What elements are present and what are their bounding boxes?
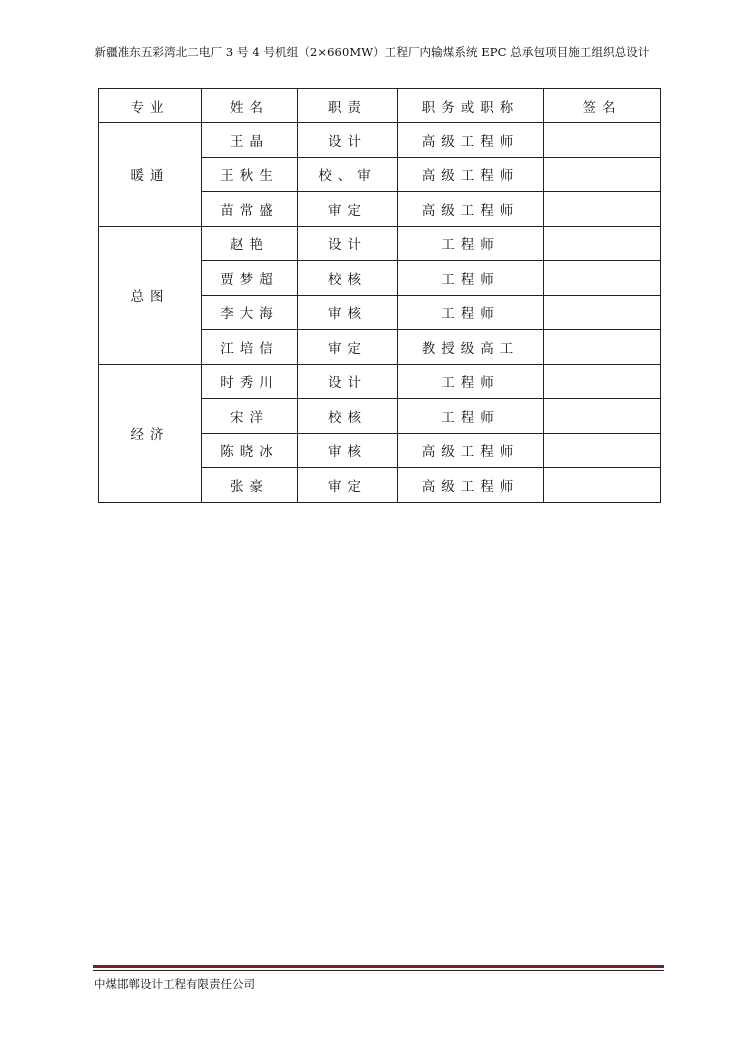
title-cell: 高级工程师 bbox=[398, 123, 544, 158]
signature-cell bbox=[544, 364, 661, 399]
column-header-duty: 职责 bbox=[298, 89, 398, 123]
signature-table bbox=[98, 88, 661, 503]
title-cell: 工程师 bbox=[398, 226, 544, 261]
signature-cell bbox=[544, 295, 661, 330]
title-cell: 工程师 bbox=[398, 261, 544, 296]
signature-cell bbox=[544, 123, 661, 158]
column-header-signature: 签名 bbox=[544, 89, 661, 123]
duty-cell: 校、审 bbox=[298, 157, 398, 192]
table-row bbox=[99, 364, 661, 399]
name-cell: 苗常盛 bbox=[202, 192, 298, 227]
page-header: 新疆准东五彩湾北二电厂 3 号 4 号机组（2×660MW）工程厂内输煤系统 EPC 总承包项目施工组织总设计 bbox=[94, 45, 650, 59]
name-cell: 王秋生 bbox=[202, 157, 298, 192]
title-cell: 工程师 bbox=[398, 295, 544, 330]
signature-cell bbox=[544, 468, 661, 503]
title-cell: 高级工程师 bbox=[398, 192, 544, 227]
duty-cell: 审定 bbox=[298, 192, 398, 227]
signature-cell bbox=[544, 157, 661, 192]
title-cell: 工程师 bbox=[398, 399, 544, 434]
discipline-cell: 总图 bbox=[99, 226, 202, 364]
duty-cell: 设计 bbox=[298, 226, 398, 261]
duty-cell: 校核 bbox=[298, 399, 398, 434]
name-cell: 陈晓冰 bbox=[202, 433, 298, 468]
table-row bbox=[99, 226, 661, 261]
name-cell: 贾梦超 bbox=[202, 261, 298, 296]
name-cell: 赵艳 bbox=[202, 226, 298, 261]
table-header-row bbox=[99, 89, 661, 123]
discipline-cell: 暖通 bbox=[99, 123, 202, 227]
column-header-name: 姓名 bbox=[202, 89, 298, 123]
signature-cell bbox=[544, 330, 661, 365]
name-cell: 宋洋 bbox=[202, 399, 298, 434]
name-cell: 李大海 bbox=[202, 295, 298, 330]
table-row bbox=[99, 123, 661, 158]
title-cell: 高级工程师 bbox=[398, 433, 544, 468]
column-header-discipline: 专业 bbox=[99, 89, 202, 123]
name-cell: 江培信 bbox=[202, 330, 298, 365]
discipline-cell: 经济 bbox=[99, 364, 202, 502]
name-cell: 张豪 bbox=[202, 468, 298, 503]
title-cell: 高级工程师 bbox=[398, 468, 544, 503]
duty-cell: 审定 bbox=[298, 330, 398, 365]
title-cell: 工程师 bbox=[398, 364, 544, 399]
signature-cell bbox=[544, 399, 661, 434]
signature-cell bbox=[544, 433, 661, 468]
name-cell: 时秀川 bbox=[202, 364, 298, 399]
duty-cell: 设计 bbox=[298, 364, 398, 399]
duty-cell: 审核 bbox=[298, 433, 398, 468]
signature-cell bbox=[544, 261, 661, 296]
signature-cell bbox=[544, 192, 661, 227]
name-cell: 王晶 bbox=[202, 123, 298, 158]
footer-company: 中煤邯郸设计工程有限责任公司 bbox=[94, 977, 255, 991]
duty-cell: 审定 bbox=[298, 468, 398, 503]
table-body bbox=[99, 123, 661, 503]
duty-cell: 设计 bbox=[298, 123, 398, 158]
title-cell: 教授级高工 bbox=[398, 330, 544, 365]
signature-cell bbox=[544, 226, 661, 261]
title-cell: 高级工程师 bbox=[398, 157, 544, 192]
duty-cell: 审核 bbox=[298, 295, 398, 330]
duty-cell: 校核 bbox=[298, 261, 398, 296]
column-header-title: 职务或职称 bbox=[398, 89, 544, 123]
footer-divider bbox=[93, 965, 664, 971]
